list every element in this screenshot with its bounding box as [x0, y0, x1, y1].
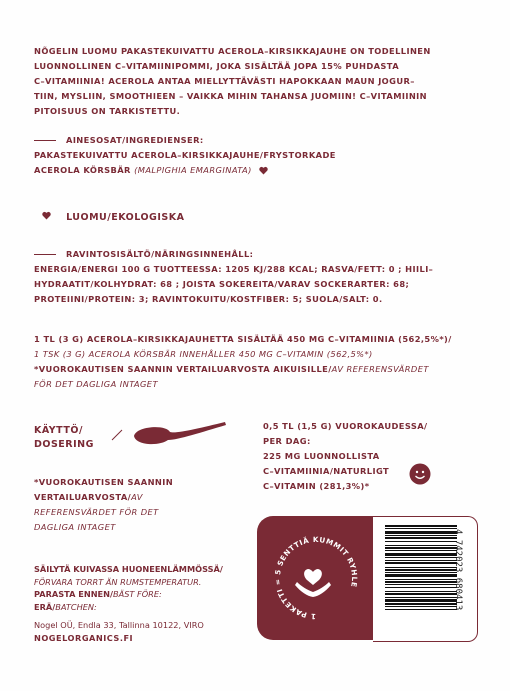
dosage-footnote-line [34, 490, 244, 505]
batch-sv: BATCHEN: [55, 601, 97, 612]
smiley-icon [409, 463, 431, 485]
divider-line [34, 140, 56, 141]
storage-line-sv: FÖRVARA TORRT ÄN RUMSTEMPERATUR. [34, 576, 202, 587]
best-before-fi: PARASTA ENNEN/ [34, 589, 113, 599]
ingredients-line-2 [34, 163, 484, 178]
nutrition-line: PROTEIINI/PROTEIN: 3; RAVINTOKUITU/KOSTFIBER: 5; SUOLA/SALT: 0. [34, 294, 383, 304]
dosage-title-sv: DOSERING [34, 439, 94, 450]
vitamin-line: 1 TL (3 G) ACEROLA–KIRSIKKAJAUHETTA SISÄLTÄÄ 450 MG C–VITAMIINIA (562,5%*)/ [34, 334, 452, 344]
dosage-line: C–VITAMIINIA/NATURLIGT [263, 466, 390, 476]
ingredients-heading: AINESOSAT/INGREDIENSER: [66, 135, 204, 145]
dosage-footnote-sv: AV [131, 492, 143, 502]
dosage-footnote [34, 475, 244, 535]
nutrition-line: ENERGIA/ENERGI 100 G TUOTTEESSA: 1205 KJ/288 KCAL; RASVA/FETT: 0 ; HIILI– [34, 264, 434, 274]
dosage-footnote-line: REFERENSVÄRDET FÖR DET [34, 507, 159, 517]
ingredients-section [34, 133, 484, 178]
vitamin-section [34, 332, 494, 392]
batch [34, 601, 264, 614]
vitamin-line-sv: 1 TSK (3 G) ACEROLA KÖRSBÄR INNEHÅLLER 450 MG C–VITAMIN (562,5%*) [34, 349, 373, 359]
dosage-footnote-line: DAGLIGA INTAGET [34, 522, 116, 532]
nutrition-heading: RAVINTOSISÄLTÖ/NÄRINGSINNEHÅLL: [66, 249, 254, 259]
dosage-line: PER DAG: [263, 436, 311, 446]
company-website: NOGELORGANICS.FI [34, 632, 134, 643]
dosage-title [34, 424, 94, 452]
dosage-footnote-fi: VERTAILUARVOSTA/ [34, 492, 132, 502]
ingredients-name: ACEROLA KÖRSBÄR [34, 165, 131, 175]
barcode-box [373, 516, 478, 642]
vitamin-footnote-sv: AV REFERENSVÄRDET [331, 364, 429, 374]
storage-line: SÄILYTÄ KUIVASSA HUONEENLÄMMÖSSÄ/ [34, 564, 223, 574]
batch-fi: ERÄ/ [34, 601, 56, 612]
ingredients-line: PAKASTEKUIVATTU ACEROLA–KIRSIKKAJAUHE/FRYSTORKADE [34, 150, 336, 160]
best-before-sv: BÄST FÖRE: [113, 589, 162, 599]
intro-line: NÕGELIN LUOMU PAKASTEKUIVATTU ACEROLA–KIRSIKKAJAUHE ON TODELLINEN [34, 46, 431, 56]
intro-line: TIIN, MYSLIIN, SMOOTHIEEN – VAIKKA MIHIN TAHANSA JUOMIIN! C–VITAMIININ [34, 91, 428, 101]
hands-heart-icon [304, 569, 322, 585]
nutrition-section [34, 247, 484, 307]
vitamin-footnote-fi: *VUOROKAUTISEN SAANNIN VERTAILUARVOSTA AIKUISILLE/ [34, 364, 332, 374]
dosage-line: 225 MG LUONNOLLISTA [263, 451, 380, 461]
vitamin-footnote-sv-2: FÖR DET DAGLIGA INTAGET [34, 379, 158, 389]
company-section [34, 619, 274, 644]
ingredients-latin: (MALPIGHIA EMARGINATA) [134, 165, 252, 175]
dosage-details [263, 419, 473, 494]
spoon-icon [110, 418, 228, 448]
storage-section [34, 563, 264, 613]
badge-circle-text: 1 PAKETTI = 5 SENTTIÄ KUMMIT RYHLE [272, 534, 360, 622]
intro-line: C–VITAMIINIA! ACEROLA ANTAA MIELLYTTÄVÄSTI HAPOKKAAN MAUN JOGUR– [34, 76, 415, 86]
nutrition-line: HYDRAATIT/KOLHYDRAT: 68 ; JOISTA SOKEREITA/VARAV SOCKERARTER: 68; [34, 279, 410, 289]
ingredients-heading-row [34, 133, 484, 148]
dosage-footnote-line: *VUOROKAUTISEN SAANNIN [34, 477, 174, 487]
divider-line [34, 254, 56, 255]
company-address: Nogel OÜ, Endla 33, Tallinna 10122, VIRO [34, 620, 204, 630]
badge-panel [257, 516, 375, 640]
heart-icon [42, 211, 51, 220]
dosage-line: C–VITAMIN (281,3%)* [263, 481, 370, 491]
barcode-digits: 4 742023 680413 [453, 529, 463, 611]
organic-label: LUOMU/EKOLOGISKA [66, 212, 185, 223]
dosage-title-fi: KÄYTTÖ/ [34, 425, 83, 436]
intro-paragraph [34, 44, 484, 119]
intro-line: LUONNOLLINEN C–VITAMIINIPOMMI, JOKA SISÄLTÄÄ JOPA 15% PUHDASTA [34, 61, 400, 71]
vitamin-footnote [34, 362, 494, 377]
nutrition-heading-row [34, 247, 484, 262]
best-before [34, 588, 264, 601]
intro-line: PITOISUUS ON TARKISTETTU. [34, 106, 181, 116]
badge-circle [257, 516, 375, 640]
heart-icon [259, 166, 268, 175]
dosage-line: 0,5 TL (1,5 G) VUOROKAUDESSA/ [263, 421, 428, 431]
organic-row [42, 205, 184, 224]
